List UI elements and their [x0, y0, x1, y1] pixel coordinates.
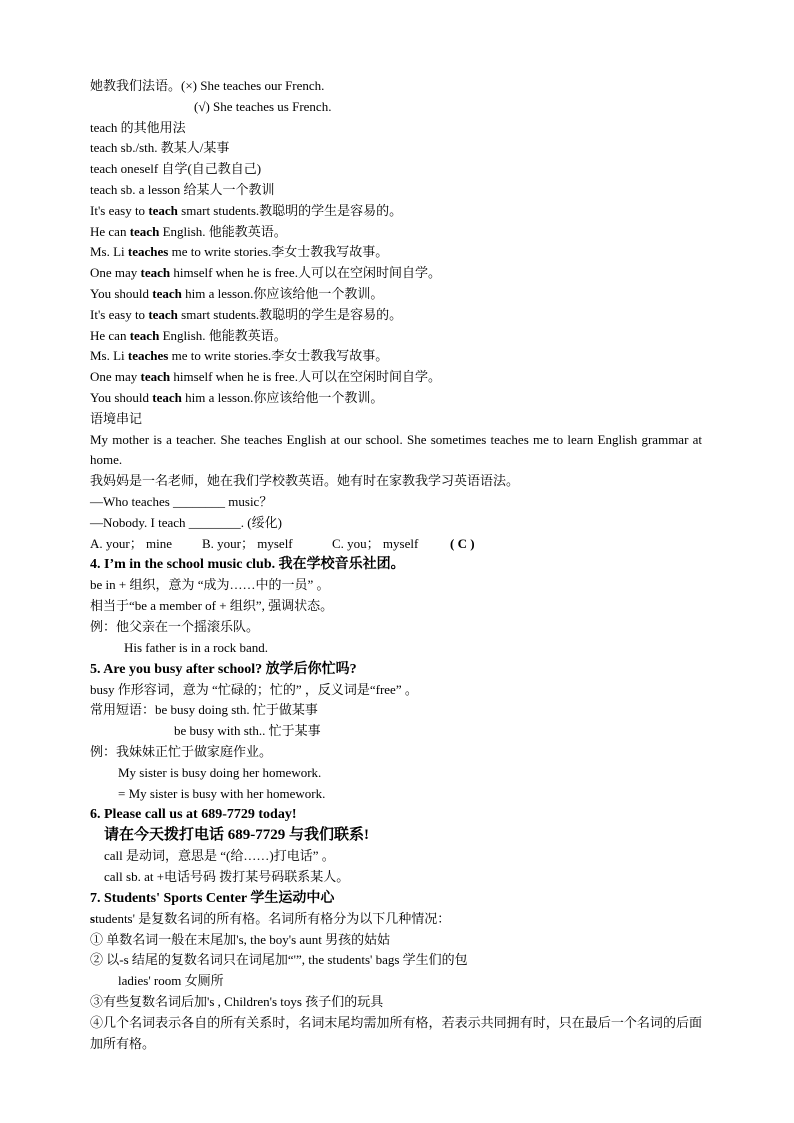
sentence-end: English. 他能教英语。	[159, 223, 287, 239]
keyword: teach	[152, 389, 182, 405]
keyword: teach	[129, 223, 160, 239]
text-line: My sister is busy doing her homework.	[118, 764, 322, 780]
text-line: = My sister is busy with her homework.	[118, 785, 326, 801]
keyword: teach	[152, 285, 182, 301]
sentence-start: He can	[90, 327, 130, 343]
sentence-end: smart students.教聪明的学生是容易的。	[177, 306, 403, 322]
sentence-end: him a lesson.你应该给他一个教训。	[181, 285, 384, 301]
rule-item-3: ③有些复数名词后加's , Children's toys 孩子们的玩具	[90, 994, 384, 1010]
example-sentence	[90, 242, 702, 263]
sentence-end: him a lesson.你应该给他一个教训。	[181, 389, 384, 405]
document-page	[90, 76, 702, 1054]
section-heading-5: 5. Are you busy after school? 放学后你忙吗?	[90, 661, 357, 677]
text-line	[90, 909, 702, 930]
section-heading-6-cn: 请在今天拨打电话 689-7729 与我们联系!	[104, 827, 369, 844]
keyword: teaches	[127, 244, 169, 260]
example-sentence	[90, 222, 702, 243]
sentence-start: You should	[90, 285, 153, 301]
text-line: ladies' room 女厕所	[118, 973, 224, 989]
keyword: teach	[148, 306, 178, 322]
sentence-start: It's easy to	[90, 306, 149, 322]
rule-item-1: ① 单数名词一般在末尾加's, the boy's aunt 男孩的姑姑	[90, 931, 391, 947]
text-line: His father is in a rock band.	[124, 639, 269, 655]
example-sentence	[90, 284, 702, 305]
text-line: 她教我们法语。(×) She teaches our French.	[90, 78, 325, 93]
text-line: busy 作形容词，意为 “忙碌的；忙的” ，反义词是“free” 。	[90, 681, 418, 697]
sentence-end: smart students.教聪明的学生是容易的。	[177, 202, 403, 218]
text-line: be in + 组织，意为 “成为……中的一员” 。	[90, 577, 330, 593]
sentence-end: tudents' 是复数名词的所有格。名词所有格分为以下几种情况：	[95, 910, 451, 926]
rule-item-2: ② 以-s 结尾的复数名词只在词尾加“'”, the students' bags 学生们的包	[90, 952, 468, 968]
option-c: C. you； myself	[332, 535, 419, 551]
sentence-end: himself when he is free.人可以在空闲时间自学。	[170, 369, 441, 385]
answer: ( C )	[450, 535, 475, 551]
section-heading-4: 4. I’m in the school music club. 我在学校音乐社团。	[90, 557, 405, 573]
text-line: call 是动词，意思是 “(给……)打电话” 。	[104, 848, 335, 864]
option-b: B. your； myself	[202, 535, 293, 551]
keyword: teach	[129, 327, 160, 343]
text-line: 常用短语：be busy doing sth. 忙于做某事	[90, 702, 318, 718]
subheading: 语境串记	[90, 410, 143, 426]
keyword: teach	[140, 369, 171, 385]
text-line: be busy with sth.. 忙于某事	[174, 723, 321, 739]
example-sentence	[90, 201, 702, 222]
example-sentence	[90, 388, 702, 409]
sentence-start: One may	[90, 369, 141, 385]
text-line: teach sb. a lesson 给某人一个教训	[90, 181, 275, 197]
subheading: teach 的其他用法	[90, 119, 186, 135]
bold-letter: s	[90, 910, 96, 926]
exercise-options	[90, 534, 702, 555]
example-sentence	[90, 346, 702, 367]
option-a: A. your； mine	[90, 535, 172, 551]
text-line: call sb. at +电话号码 拨打某号码联系某人。	[104, 869, 350, 885]
text-line: 例：我妹妹正忙于做家庭作业。	[90, 743, 273, 759]
text-line: 例：他父亲在一个摇滚乐队。	[90, 618, 260, 634]
sentence-end: me to write stories.李女士教我写故事。	[168, 348, 389, 364]
sentence-start: Ms. Li	[90, 244, 128, 260]
text-line: teach sb./sth. 教某人/某事	[90, 140, 230, 156]
example-sentence	[90, 263, 702, 284]
sentence-start: He can	[90, 223, 130, 239]
example-sentence	[90, 326, 702, 347]
exercise-question: —Nobody. I teach ________. (绥化)	[90, 514, 282, 530]
text-line: teach oneself 自学(自己教自己)	[90, 161, 262, 177]
sentence-start: One may	[90, 265, 141, 281]
exercise-question: —Who teaches ________ music？	[90, 493, 273, 509]
text-line: (√) She teaches us French.	[194, 98, 332, 114]
text-line: 相当于“be a member of + 组织”, 强调状态。	[90, 598, 334, 614]
example-sentence	[90, 367, 702, 388]
text-line: 我妈妈是一名老师，她在我们学校教英语。她有时在家教我学习英语语法。	[90, 473, 520, 489]
keyword: teaches	[127, 348, 169, 364]
keyword: teach	[140, 265, 171, 281]
keyword: teach	[148, 202, 178, 218]
sentence-start: Ms. Li	[90, 348, 128, 364]
paragraph: My mother is a teacher. She teaches English at our school. She sometimes teaches me to learn English grammar at home.	[90, 431, 702, 468]
sentence-start: It's easy to	[90, 202, 149, 218]
sentence-end: English. 他能教英语。	[159, 327, 287, 343]
sentence-start: You should	[90, 389, 153, 405]
sentence-end: himself when he is free.人可以在空闲时间自学。	[170, 265, 441, 281]
section-heading-6: 6. Please call us at 689-7729 today!	[90, 807, 297, 823]
section-heading-7: 7. Students' Sports Center 学生运动中心	[90, 890, 335, 906]
rule-item-4: ④几个名词表示各自的所有关系时，名词末尾均需加所有格，若表示共同拥有时，只在最后一个名词的后面加所有格。	[90, 1014, 702, 1051]
example-sentence	[90, 305, 702, 326]
sentence-end: me to write stories.李女士教我写故事。	[168, 244, 389, 260]
